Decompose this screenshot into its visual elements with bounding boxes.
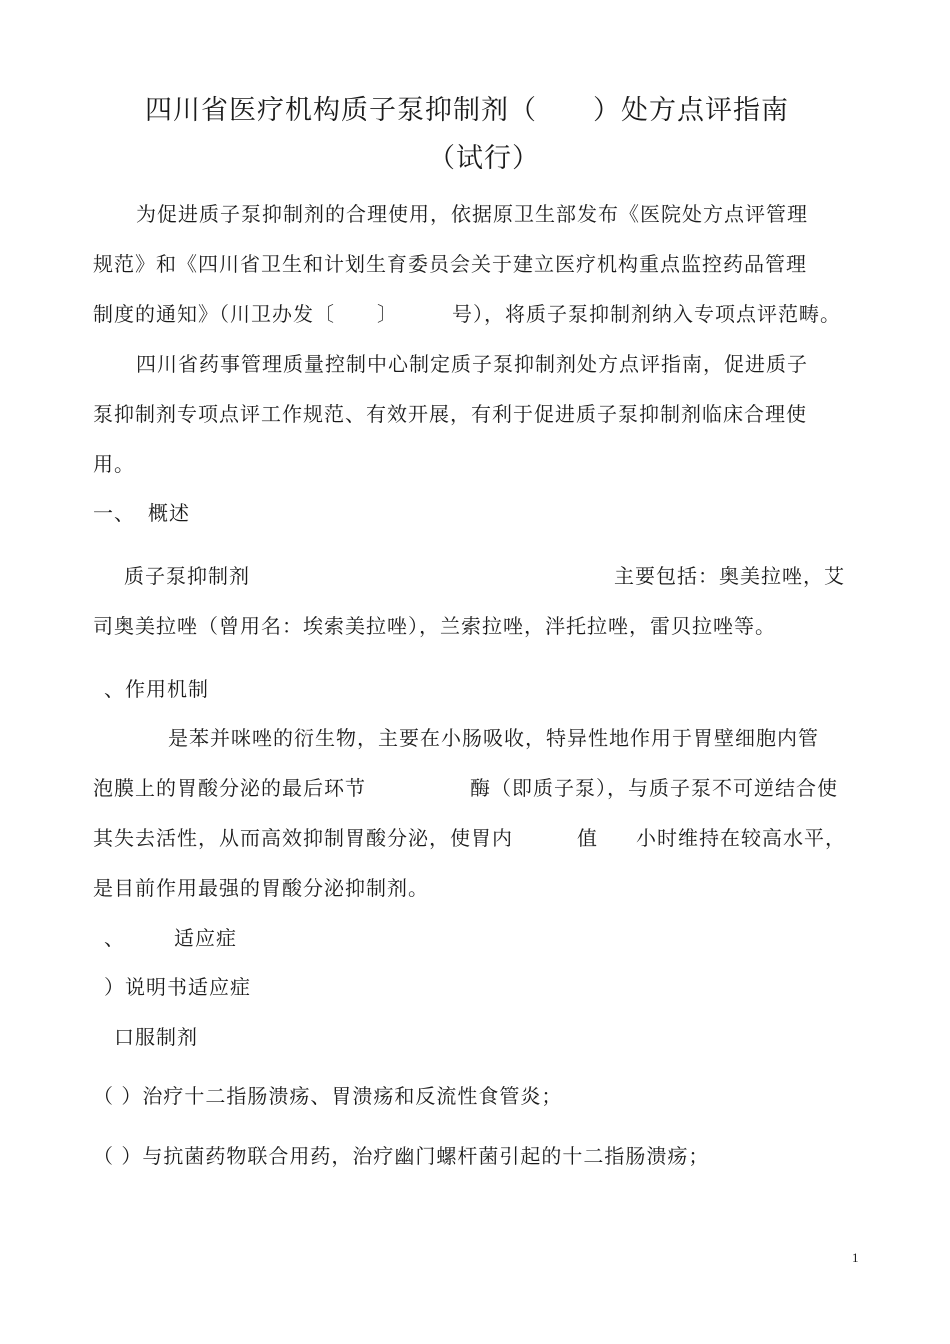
mechanism-line1: 是苯并咪唑的衍生物，主要在小肠吸收，特异性地作用于胃壁细胞内管 xyxy=(168,726,819,750)
indications-subheading1: ）说明书适应症 xyxy=(104,975,251,999)
section1-heading: 概述 xyxy=(148,501,190,525)
intro-paragraph1-line3b: 号），将质子泵抑制剂纳入专项点评范畴。 xyxy=(452,302,841,326)
indications-subheading2: 口服制剂 xyxy=(114,1025,198,1049)
indications-item1: （ ）治疗十二指肠溃疡、胃溃疡和反流性食管炎； xyxy=(93,1084,563,1108)
mechanism-line3b: 值 xyxy=(577,826,598,850)
mechanism-line3a: 其失去活性，从而高效抑制胃酸分泌，使胃内 xyxy=(93,826,513,850)
mechanism-line2a: 泡膜上的胃酸分泌的最后环节 xyxy=(93,776,366,800)
intro-paragraph2-line3: 用。 xyxy=(93,452,135,476)
page-number: 1 xyxy=(852,1250,859,1265)
intro-paragraph1-line2: 规范》和《四川省卫生和计划生育委员会关于建立医疗机构重点监控药品管理 xyxy=(93,252,807,276)
mechanism-line3c: 小时维持在较高水平， xyxy=(636,826,846,850)
document-title-line2: （试行） xyxy=(428,143,540,174)
mechanism-heading: 、作用机制 xyxy=(104,677,209,701)
indications-heading-prefix: 、 xyxy=(104,926,125,950)
section1-line1b: 主要包括：奥美拉唑，艾 xyxy=(614,564,845,588)
intro-paragraph2-line2: 泵抑制剂专项点评工作规范、有效开展，有利于促进质子泵抑制剂临床合理使 xyxy=(93,402,807,426)
indications-heading: 适应症 xyxy=(174,926,237,950)
document-title-line1: 四川省医疗机构质子泵抑制剂（ ）处方点评指南 xyxy=(145,95,789,126)
section1-line2: 司奥美拉唑（曾用名：埃索美拉唑），兰索拉唑，泮托拉唑，雷贝拉唑等。 xyxy=(93,614,776,638)
intro-paragraph1-line1: 为促进质子泵抑制剂的合理使用，依据原卫生部发布《医院处方点评管理 xyxy=(136,202,808,226)
mechanism-line2b: 酶（即质子泵），与质子泵不可逆结合使 xyxy=(470,776,838,800)
section1-line1a: 质子泵抑制剂 xyxy=(124,564,250,588)
section1-heading-number: 一、 xyxy=(93,501,135,525)
intro-paragraph2-line1: 四川省药事管理质量控制中心制定质子泵抑制剂处方点评指南，促进质子 xyxy=(136,352,808,376)
indications-item2: （ ）与抗菌药物联合用药，治疗幽门螺杆菌引起的十二指肠溃疡； xyxy=(93,1144,710,1168)
mechanism-line4: 是目前作用最强的胃酸分泌抑制剂。 xyxy=(93,876,429,900)
intro-paragraph1-line3a: 制度的通知》（川卫办发〔 〕 xyxy=(93,302,398,326)
